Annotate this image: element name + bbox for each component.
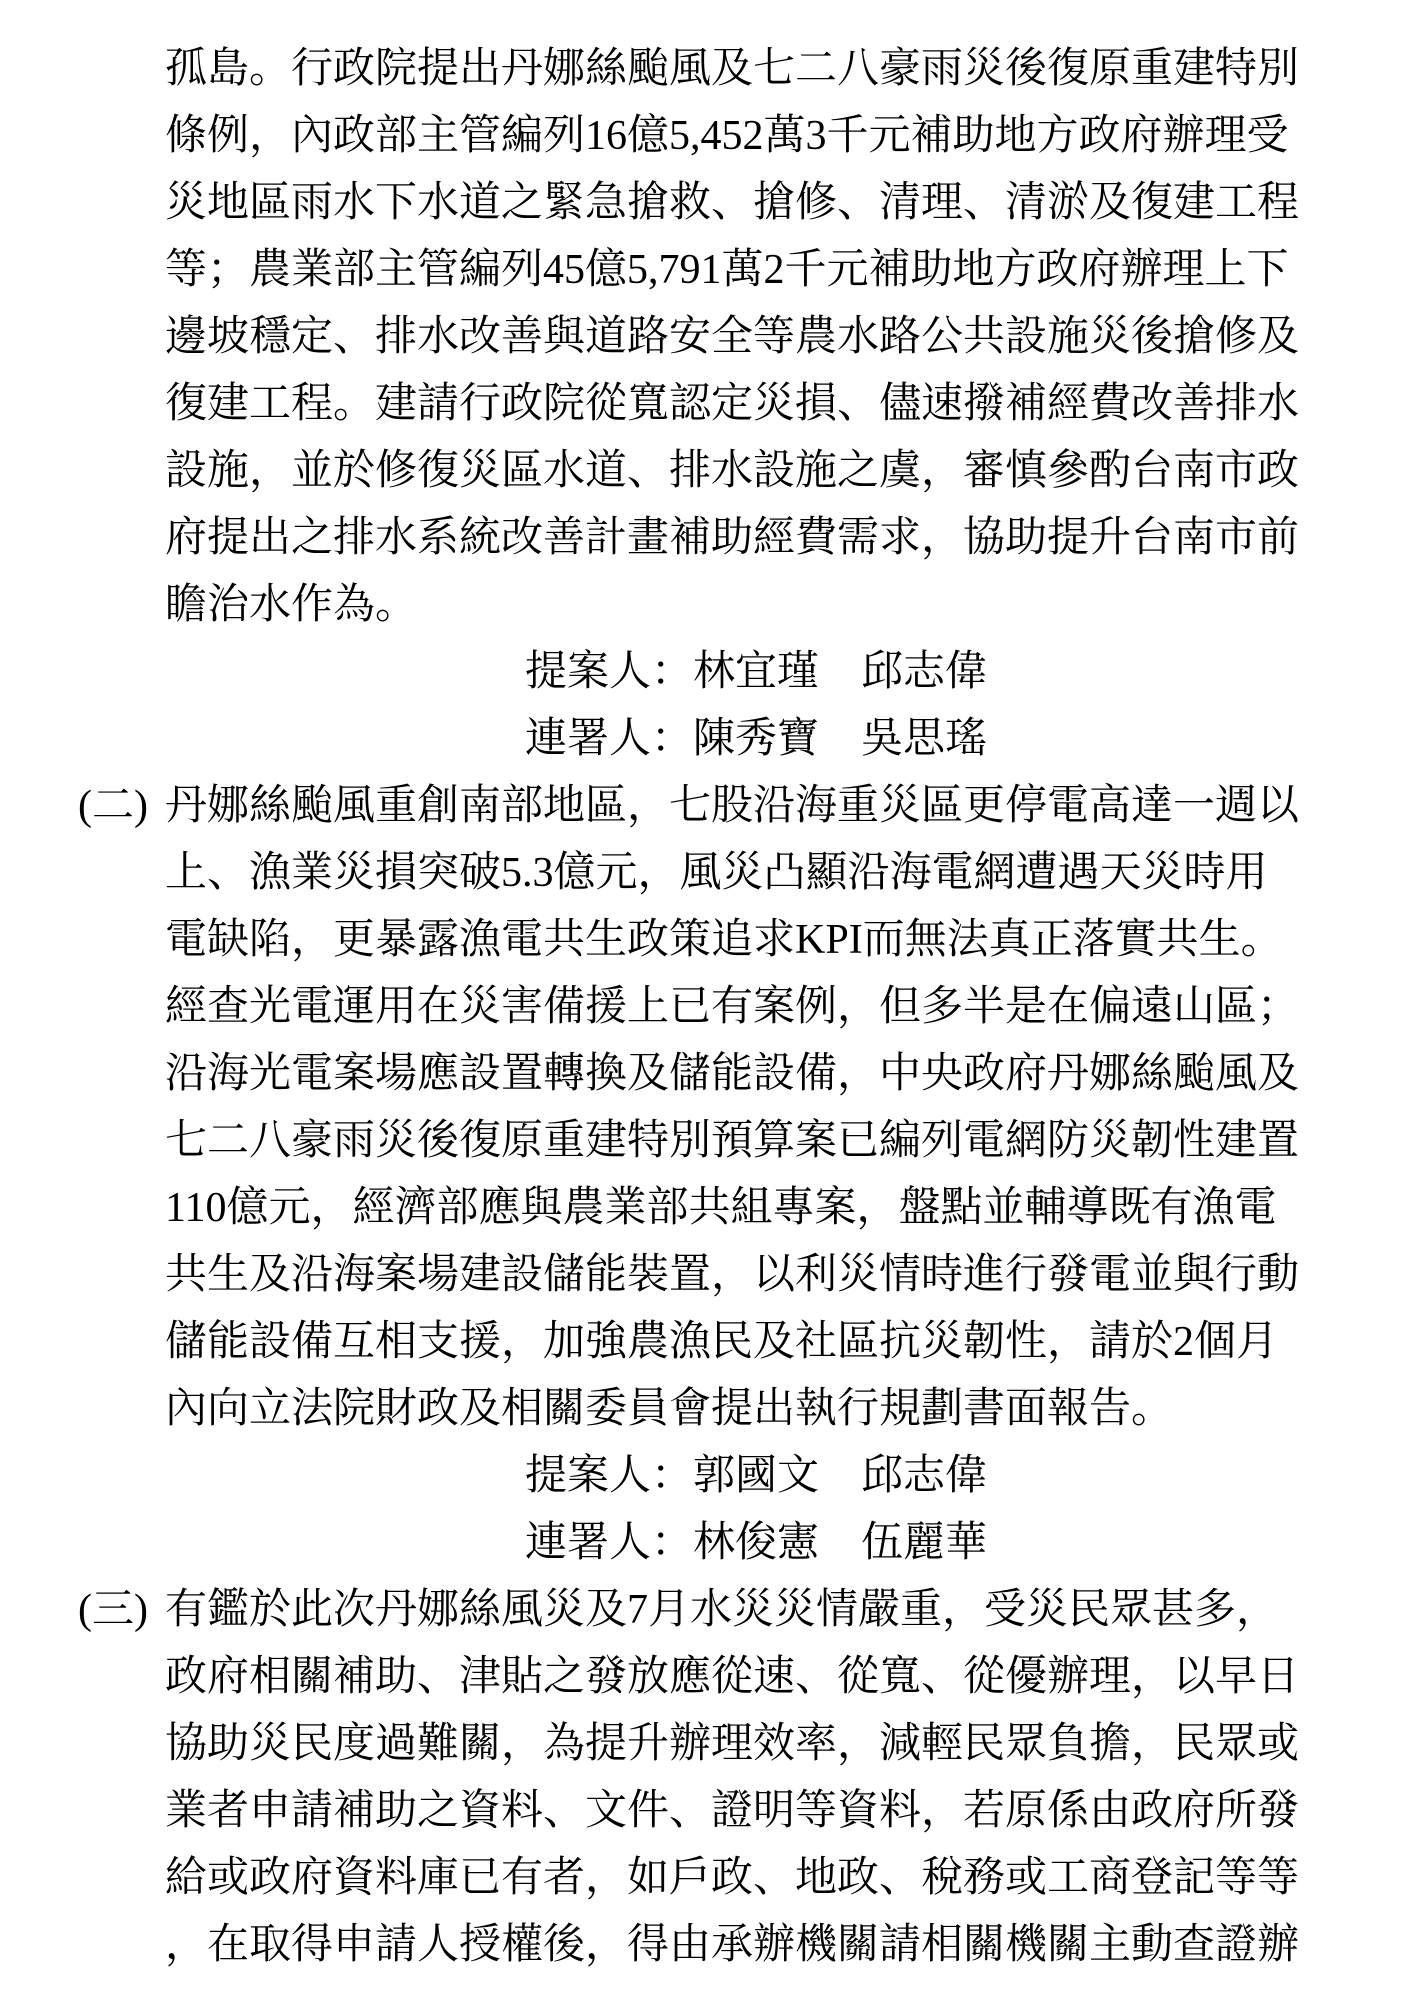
item2-line: 110億元，經濟部應與農業部共組專案，盤點並輔導既有漁電 [165,1185,1277,1231]
item3-first-line-text: 有鑑於此次丹娜絲風災及7月水災災情嚴重，受災民眾甚多， [165,1587,1279,1633]
item1-line: 府提出之排水系統改善計畫補助經費需求，協助提升台南市前 [165,515,1300,561]
item1-line: 等；農業部主管編列45億5,791萬2千元補助地方政府辦理上下 [165,247,1289,293]
item3-line: 政府相關補助、津貼之發放應從速、從寬、從優辦理，以早日 [165,1654,1300,1700]
item2-line: 七二八豪雨災後復原重建特別預算案已編列電網防災韌性建置 [165,1118,1300,1164]
item3-line: 業者申請補助之資料、文件、證明等資料，若原係由政府所發 [165,1788,1300,1834]
item2-line: 上、漁業災損突破5.3億元，風災凸顯沿海電網遭遇天災時用 [165,850,1268,896]
item2-marker: (二) [78,783,148,829]
item2-line: 沿海光電案場應設置轉換及儲能設備，中央政府丹娜絲颱風及 [165,1051,1300,1097]
item1-line: 瞻治水作為。 [165,582,418,628]
item2-line: 儲能設備互相支援，加強農漁民及社區抗災韌性，請於2個月 [165,1319,1279,1365]
item1-line: 條例，內政部主管編列16億5,452萬3千元補助地方政府辦理受 [165,113,1289,159]
item2-line: 共生及沿海案場建設儲能裝置，以利災情時進行發電並與行動 [165,1252,1300,1298]
item1-cosigner-line: 連署人：陳秀寶 吳思瑤 [525,716,988,762]
item2-line: 內向立法院財政及相關委員會提出執行規劃書面報告。 [165,1386,1174,1432]
item1-proposer-line: 提案人：林宜瑾 邱志偉 [525,649,988,695]
item3-marker: (三) [78,1587,148,1633]
item3-line: 協助災民度過難關，為提升辦理效率，減輕民眾負擔，民眾或 [165,1721,1300,1767]
item2-first-line-text: 丹娜絲颱風重創南部地區，七股沿海重災區更停電高達一週以 [165,783,1300,829]
item1-line: 設施，並於修復災區水道、排水設施之虞，審慎參酌台南市政 [165,448,1300,494]
item2-first-line [0,773,1404,840]
item2-line: 電缺陷，更暴露漁電共生政策追求KPI而無法真正落實共生。 [165,917,1283,963]
item3-line: ，在取得申請人授權後，得由承辦機關請相關機關主動查證辦 [165,1922,1300,1968]
item1-line: 災地區雨水下水道之緊急搶救、搶修、清理、清淤及復建工程 [165,180,1300,226]
item3-line: 給或政府資料庫已有者，如戶政、地政、稅務或工商登記等等 [165,1855,1300,1901]
item1-line: 邊坡穩定、排水改善與道路安全等農水路公共設施災後搶修及 [165,314,1300,360]
item1-line: 孤島。行政院提出丹娜絲颱風及七二八豪雨災後復原重建特別 [165,46,1300,92]
item2-line: 經查光電運用在災害備援上已有案例，但多半是在偏遠山區； [165,984,1300,1030]
item3-first-line [0,1577,1404,1644]
item1-line: 復建工程。建請行政院從寬認定災損、儘速撥補經費改善排水 [165,381,1300,427]
item2-proposer-line: 提案人：郭國文 邱志偉 [525,1453,988,1499]
item2-cosigner-line: 連署人：林俊憲 伍麗華 [525,1520,988,1566]
